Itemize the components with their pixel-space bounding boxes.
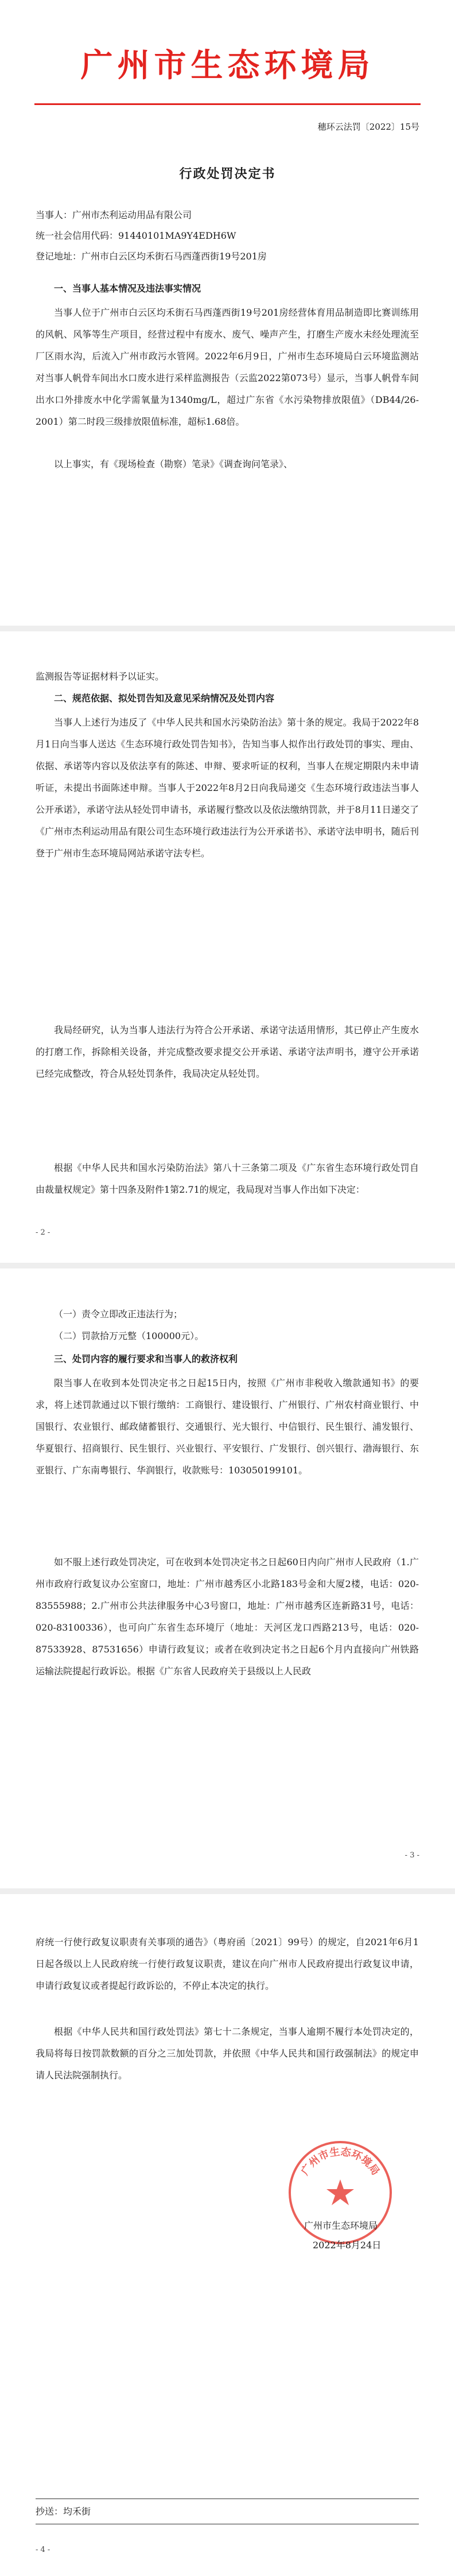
page-separator [0,626,455,631]
page-4 [0,1897,455,2576]
cc-line: 抄送：均禾街 [36,2506,91,2517]
section-3-paragraph-2: 如不服上述行政处罚决定，可在收到本处罚决定书之日起60日内向广州市人民政府（1.广州市政府行政复议办公室窗口，地址：广州市越秀区小北路183号金和大厦2楼，电话：020-83555988；2.广州市公共法律服务中心3号窗口，地址：广州市越秀区连新路31号，电话：020-83100336），也可向广东省生态环境厅（地址：天河区龙口西路213号，电话：020-87533928、87531656）申请行政复议；或者在收到决定书之日起6个月内直接向广州铁路运输法院提起行政诉讼。根据《广东省人民政府关于县级以上人民政 [36,1557,419,1677]
page-separator [0,1888,455,1894]
section-2-paragraph-2: 我局经研究，认为当事人违法行为符合公开承诺、承诺守法适用情形，其已停止产生废水的打磨工作，拆除相关设备，并完成整改要求提交公开承诺、承诺守法声明书，遵守公开承诺已经完成整改，符合从轻处罚条件，我局决定从轻处罚。 [36,1025,419,1079]
page-number-4: - 4 - [36,2546,50,2554]
doc-number: 穗环云法罚〔2022〕15号 [317,122,419,132]
section-1-evidence: 以上事实，有《现场检查（勘察）笔录》《调查询问笔录》、 [54,459,293,470]
doc-title: 行政处罚决定书 [179,166,276,181]
section-3-paragraph-3: 府统一行使行政复议职责有关事项的通告》（粤府函〔2021〕99号）的规定，自2021年6月1日起各级以上人民政府统一行使行政复议职责，建议在向广州市人民政府提出行政复议申请，申请行政复议或者提起行政诉讼的，不停止本决定的执行。 [36,1937,419,1991]
decision-item-1: （一）责令立即改正违法行为； [54,1309,183,1320]
page-2 [0,637,455,1263]
section-3-paragraph-4: 根据《中华人民共和国行政处罚法》第七十二条规定，当事人逾期不履行本处罚决定的，我局将每日按罚款数额的百分之三加处罚款，并依照《中华人民共和国行政强制法》的规定申请人民法院强制执行。 [36,2026,419,2081]
page-number-3: - 3 - [405,1851,419,1860]
section-2-heading: 二、规范依据、拟处罚告知及意见采纳情况及处罚内容 [54,693,275,704]
decision-item-2: （二）罚款拾万元整（100000元）。 [54,1330,204,1341]
signature-date: 2022年8月24日 [313,2240,382,2251]
page-number-2: - 2 - [36,1228,50,1237]
section-2-paragraph-1: 当事人上述行为违反了《中华人民共和国水污染防治法》第十条的规定。我局于2022年8月1日向当事人送达《生态环境行政处罚告知书》，告知当事人拟作出行政处罚的事实、理由、依据、承诺等内容以及依法享有的陈述、申辩、要求听证的权利，当事人在规定期限内未申请听证，未提出书面陈述申辩。当事人于2022年8月2日向我局递交《生态环境行政违法当事人公开承诺》，承诺守法从轻处罚申请书，承诺履行整改以及依法缴纳罚款，并于8月11日递交了《广州市杰利运动用品有限公司生态环境行政违法行为公开承诺书》、承诺守法申明书，随后刊登于广州市生态环境局网站承诺守法专栏。 [36,717,419,859]
org-title: 广州市生态环境局 [80,46,375,84]
section-3-paragraph-1: 限当事人在收到本处罚决定书之日起15日内，按照《广州市非税收入缴款通知书》的要求，将上述罚款通过以下银行缴纳：工商银行、建设银行、广州银行、广州农村商业银行、中国银行、农业银行、邮政储蓄银行、交通银行、光大银行、中信银行、民生银行、浦发银行、华夏银行、招商银行、民生银行、兴业银行、平安银行、广发银行、创兴银行、渤海银行、东亚银行、广东南粤银行、华润银行，收款账号：103050199101。 [36,1378,419,1476]
section-3-heading: 三、处罚内容的履行要求和当事人的救济权利 [54,1353,238,1364]
party-credit-code: 统一社会信用代码：91440101MA9Y4EDH6W [36,230,236,241]
section-1-heading: 一、当事人基本情况及违法事实情况 [54,283,201,294]
red-header-rule [34,103,421,105]
page-3 [0,1271,455,1888]
party-name: 当事人：广州市杰利运动用品有限公司 [36,210,192,220]
page-1 [0,0,455,620]
signature-org: 广州市生态环境局 [304,2220,378,2231]
page-separator [0,1263,455,1268]
section-2-paragraph-3: 根据《中华人民共和国水污染防治法》第八十三条第二项及《广东省生态环境行政处罚自由裁量权规定》第十四条及附件1第2.71的规定，我局现对当事人作出如下决定： [36,1162,419,1195]
section-1-paragraph: 当事人位于广州市白云区均禾街石马西蓬西街19号201房经营体育用品制造即比赛训练用的风帆、风筝等生产项目，经营过程中有废水、废气、噪声产生，打磨生产废水未经处理流至厂区雨水沟，后流入广州市政污水管网。2022年6月9日，广州市生态环境局白云环境监测站对当事人帆骨车间出水口废水进行采样监测报告（云监2022第073号）显示，当事人帆骨车间出水口外排废水中化学需氧量为1340mg/L，超过广东省《水污染物排放限值》（DB44/26-2001）第二时段三级排放限值标准，超标1.68倍。 [36,307,419,427]
seal-text: 广州市生态环境局 [299,2146,382,2178]
section-1-evidence-cont: 监测报告等证据材料予以证实。 [36,671,165,682]
party-address: 登记地址：广州市白云区均禾街石马西蓬西街19号201房 [36,251,267,262]
